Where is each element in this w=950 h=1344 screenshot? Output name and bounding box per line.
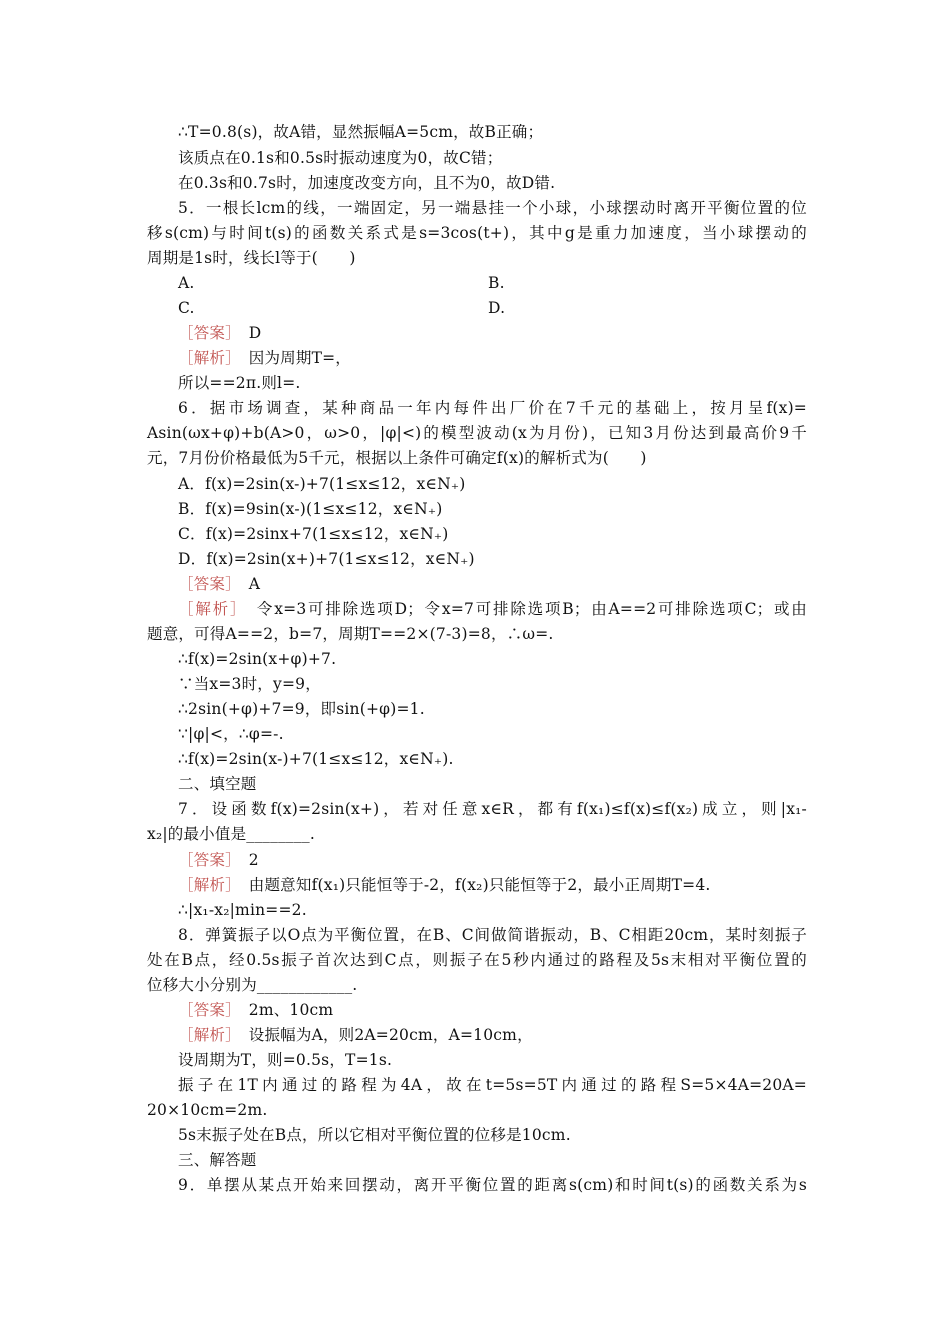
- label-text: 由题意知f(x₁)只能恒等于-2，f(x₂)只能恒等于2，最小正周期T=4.: [233, 876, 711, 894]
- text-line: 处在B点，经0.5s振子首次达到C点，则振子在5秒内通过的路程及5s末相对平衡位置的: [147, 951, 807, 969]
- text-line: A.: [178, 274, 195, 292]
- text-line: [178, 849, 259, 871]
- text-line: 7．设函数f(x)=2sin(x+)，若对任意x∈R，都有f(x₁)≤f(x)≤f(x₂)成立，则|x₁-: [178, 800, 807, 818]
- text-line: 在0.3s和0.7s时，加速度改变方向，且不为0，故D错.: [178, 174, 556, 192]
- answer-label: ［解析］: [178, 1026, 234, 1044]
- answer-label: ［答案］: [178, 324, 234, 342]
- text-line: 移s(cm)与时间t(s)的函数关系式是s=3cos(t+)，其中g是重力加速度，当小球摆动的: [147, 224, 807, 242]
- text-line: B．f(x)=9sin(x-)(1≤x≤12，x∈N₊): [178, 500, 443, 518]
- text-line: ∴2sin(+φ)+7=9，即sin(+φ)=1.: [178, 700, 425, 718]
- text-line: C.: [178, 299, 195, 317]
- label-text: 2: [233, 851, 259, 869]
- text-line: C．f(x)=2sinx+7(1≤x≤12，x∈N₊): [178, 525, 449, 543]
- text-line: 二、填空题: [178, 775, 257, 793]
- text-line: D.: [488, 299, 506, 317]
- answer-label: ［答案］: [178, 851, 234, 869]
- label-text: D: [233, 324, 262, 342]
- answer-label: ［答案］: [178, 575, 234, 593]
- text-line: x₂|的最小值是________.: [147, 825, 316, 843]
- text-line: [178, 874, 711, 896]
- text-line: A．f(x)=2sin(x-)+7(1≤x≤12，x∈N₊): [178, 475, 466, 493]
- answer-label: ［解析］: [178, 349, 234, 367]
- label-text: A: [233, 575, 261, 593]
- text-line: 20×10cm=2m.: [147, 1101, 268, 1119]
- text-line: 题意，可得A==2，b=7，周期T==2×(7-3)=8，∴ω=.: [147, 625, 554, 643]
- text-line: 该质点在0.1s和0.5s时振动速度为0，故C错；: [178, 149, 503, 167]
- text-line: ∴|x₁-x₂|min==2.: [178, 901, 307, 919]
- text-line: 设周期为T，则=0.5s，T=1s.: [178, 1051, 393, 1069]
- text-line: D．f(x)=2sin(x+)+7(1≤x≤12，x∈N₊): [178, 550, 475, 568]
- text-line: 三、解答题: [178, 1151, 257, 1169]
- text-line: [178, 322, 261, 344]
- text-line: 5．一根长lcm的线，一端固定，另一端悬挂一个小球，小球摆动时离开平衡位置的位: [178, 199, 807, 217]
- text-line: 8．弹簧振子以O点为平衡位置，在B、C间做简谐振动，B、C相距20cm，某时刻振子: [178, 926, 807, 944]
- text-line: [178, 573, 260, 595]
- text-line: [178, 999, 333, 1021]
- label-text: 2m、10cm: [233, 1001, 334, 1019]
- text-line: ∴f(x)=2sin(x-)+7(1≤x≤12，x∈N₊).: [178, 750, 454, 768]
- text-line: 振子在1T内通过的路程为4A，故在t=5s=5T内通过的路程S=5×4A=20A=: [178, 1076, 807, 1094]
- label-text: 令x=3可排除选项D；令x=7可排除选项B；由A==2可排除选项C；或由: [239, 600, 807, 618]
- text-line: Asin(ωx+φ)+b(A>0，ω>0，|φ|<)的模型波动(x为月份)，已知3月份达到最高价9千: [147, 424, 807, 442]
- label-text: 设振幅为A，则2A=20cm，A=10cm，: [233, 1026, 533, 1044]
- text-line: ∴f(x)=2sin(x+φ)+7.: [178, 650, 337, 668]
- text-line: B.: [488, 274, 505, 292]
- answer-label: ［解析］: [178, 876, 234, 894]
- answer-label: ［答案］: [178, 1001, 234, 1019]
- text-line: ∵|φ|<，∴φ=-.: [178, 725, 284, 743]
- label-text: 因为周期T=，: [233, 349, 351, 367]
- text-line: 所以==2π.则l=.: [178, 374, 301, 392]
- text-line: ∴T=0.8(s)，故A错，显然振幅A=5cm，故B正确；: [178, 123, 544, 141]
- text-line: ∵当x=3时，y=9，: [178, 675, 321, 693]
- text-line: 5s末振子处在B点，所以它相对平衡位置的位移是10cm.: [178, 1126, 571, 1144]
- text-line: [178, 1024, 533, 1046]
- text-line: [178, 347, 351, 369]
- answer-label: ［解析］: [178, 600, 240, 618]
- text-line: [178, 598, 807, 620]
- text-line: 元，7月份价格最低为5千元，根据以上条件可确定f(x)的解析式为( ): [147, 449, 647, 467]
- text-line: 周期是1s时，线长l等于( ): [147, 249, 356, 267]
- text-line: 9．单摆从某点开始来回摆动，离开平衡位置的距离s(cm)和时间t(s)的函数关系为s: [178, 1176, 807, 1194]
- text-line: 6．据市场调查，某种商品一年内每件出厂价在7千元的基础上，按月呈f(x)=: [178, 399, 807, 417]
- text-line: 位移大小分别为____________.: [147, 976, 358, 994]
